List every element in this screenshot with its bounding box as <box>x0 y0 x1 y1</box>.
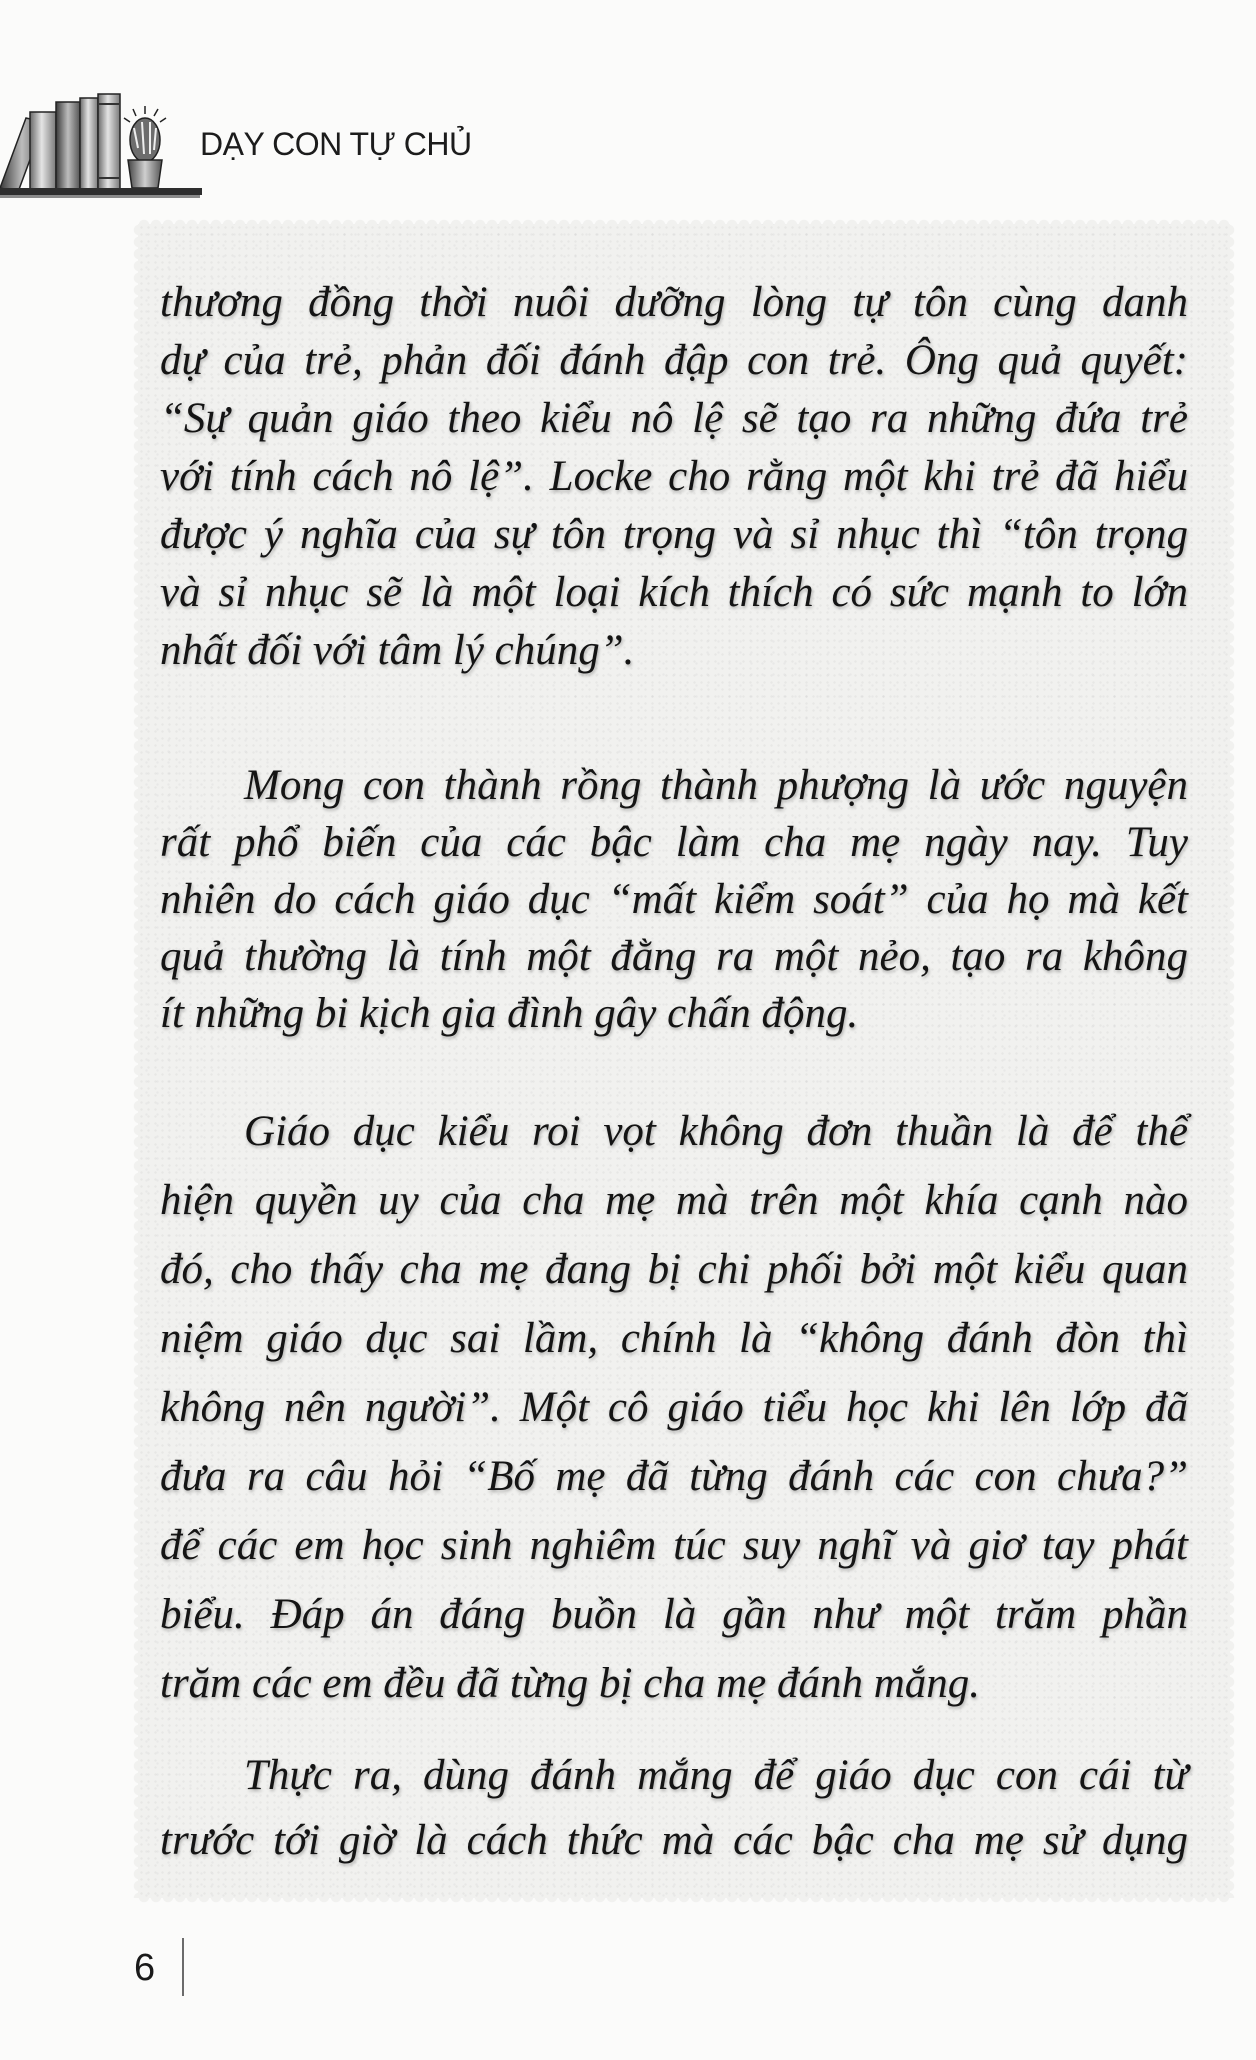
text-line: với tính cách nô lệ”. Locke cho rằng một khi trẻ đã hiểu <box>160 453 1188 500</box>
text-line: Giáo dục kiểu roi vọt không đơn thuần là để thể <box>244 1108 1188 1155</box>
text-line: ít những bi kịch gia đình gây chấn động. <box>160 990 859 1037</box>
text-line: thương đồng thời nuôi dưỡng lòng tự tôn cùng danh <box>160 279 1188 326</box>
text-line: dự của trẻ, phản đối đánh đập con trẻ. Ông quả quyết: <box>160 337 1188 384</box>
books-and-cactus-icon <box>0 88 202 200</box>
text-line: biểu. Đáp án đáng buồn là gần như một trăm phần <box>160 1591 1188 1638</box>
text-line: Thực ra, dùng đánh mắng để giáo dục con cái từ <box>244 1752 1188 1799</box>
text-line: đưa ra câu hỏi “Bố mẹ đã từng đánh các con chưa?” <box>160 1453 1188 1500</box>
text-line: trăm các em đều đã từng bị cha mẹ đánh mắng. <box>160 1660 981 1707</box>
text-line: rất phổ biến của các bậc làm cha mẹ ngày nay. Tuy <box>160 819 1188 866</box>
page-number-divider <box>182 1938 184 1996</box>
box-edge-left <box>129 224 139 1898</box>
paragraph-2 <box>160 757 1188 1042</box>
paragraph-4 <box>160 1743 1188 1873</box>
text-line: nhất đối với tâm lý chúng”. <box>160 627 635 674</box>
text-line: quả thường là tính một đằng ra một nẻo, tạo ra không <box>160 933 1188 980</box>
text-line: trước tới giờ là cách thức mà các bậc cha mẹ sử dụng <box>160 1817 1188 1864</box>
paragraph-3 <box>160 1097 1188 1718</box>
text-line: và sỉ nhục sẽ là một loại kích thích có sức mạnh to lớn <box>160 569 1188 616</box>
text-line: hiện quyền uy của cha mẹ mà trên một khía cạnh nào <box>160 1177 1188 1224</box>
text-line: “Sự quản giáo theo kiểu nô lệ sẽ tạo ra những đứa trẻ <box>160 395 1188 442</box>
text-line: Mong con thành rồng thành phượng là ước nguyện <box>244 762 1188 809</box>
text-line: nhiên do cách giáo dục “mất kiểm soát” của họ mà kết <box>160 876 1188 923</box>
running-header-title: DẠY CON TỰ CHỦ <box>200 126 472 162</box>
text-line: không nên người”. Một cô giáo tiểu học khi lên lớp đã <box>160 1384 1188 1431</box>
page-number: 6 <box>134 1947 156 1989</box>
box-edge-right <box>1229 224 1239 1898</box>
text-line: đó, cho thấy cha mẹ đang bị chi phối bởi một kiểu quan <box>160 1246 1188 1293</box>
text-line: được ý nghĩa của sự tôn trọng và sỉ nhục thì “tôn trọng <box>160 511 1188 558</box>
text-line: niệm giáo dục sai lầm, chính là “không đánh đòn thì <box>160 1315 1188 1362</box>
text-line: để các em học sinh nghiêm túc suy nghĩ và giơ tay phát <box>160 1522 1188 1569</box>
paragraph-1 <box>160 274 1188 680</box>
